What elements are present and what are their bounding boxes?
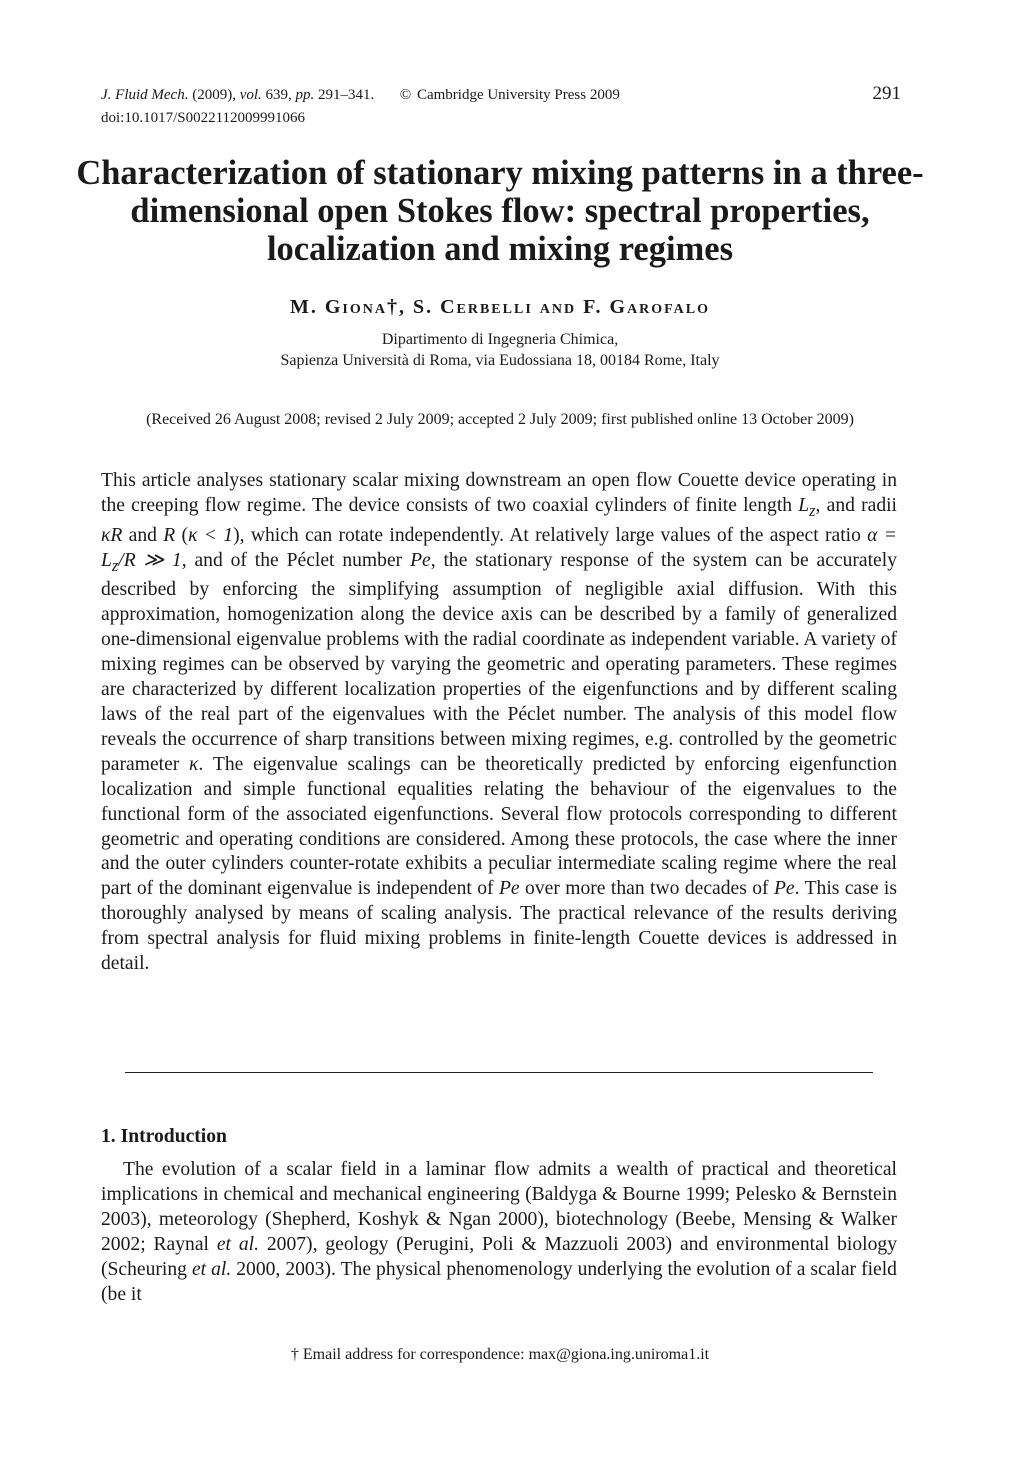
volume-label: vol. [239, 87, 262, 103]
et-al: et al. [191, 1259, 232, 1280]
footnote [0, 1346, 1000, 1364]
page-range: 291–341. [318, 87, 375, 103]
citation-line [101, 84, 901, 107]
author-cerbelli: S. Cerbelli [412, 296, 533, 318]
author-garofalo: F. Garofalo [583, 296, 711, 318]
section-number: 1. [101, 1126, 116, 1147]
dagger-icon: † [290, 1346, 299, 1363]
affiliation-address: Sapienza Università di Roma, via Eudossiana 18, 00184 Rome, Italy [280, 352, 720, 369]
et-al: et al. [216, 1234, 259, 1255]
volume-number: 639, [265, 87, 292, 103]
math-Pe: Pe [498, 878, 520, 900]
copyright-icon: © [399, 87, 412, 103]
footnote-text: Email address for correspondence: max@giona.ing.uniroma1.it [302, 1346, 710, 1363]
journal-header [101, 84, 901, 130]
math-kappa-lt-1: κ < 1 [188, 524, 234, 546]
author-conjunction: and [539, 296, 577, 318]
dagger-icon: † [386, 296, 399, 318]
math-Pe: Pe [773, 878, 795, 900]
math-Pe: Pe [410, 549, 431, 571]
pages-label: pp. [295, 87, 315, 103]
affiliation [0, 329, 1000, 371]
math-R: R [163, 524, 176, 546]
section-heading [101, 1126, 227, 1148]
math-Lz: $L_z$ [798, 494, 816, 520]
page-number: 291 [872, 83, 901, 104]
author-list: M. Giona†, S. Cerbelli and F. Garofalo [289, 296, 711, 318]
affiliation-department: Dipartimento di Ingegneria Chimica, [381, 331, 619, 348]
journal-name: J. Fluid Mech. [101, 87, 189, 103]
math-kappa-R: κR [101, 524, 123, 546]
doi: doi:10.1017/S0022112009991066 [101, 110, 306, 126]
paper-title: Characterization of stationary mixing patterns in a three-dimensional open Stokes flow: spectral properties, localization and mixing regimes [76, 154, 924, 268]
received-dates: (Received 26 August 2008; revised 2 July 2009; accepted 2 July 2009; first published online 13 October 2009) [146, 411, 854, 428]
abstract: This article analyses stationary scalar mixing downstream an open flow Couette device operating in the creeping flow regime. The device consists of two coaxial cylinders of finite length $L_z$, and radii κR and R (κ < 1), which can rotate independently. At relatively large values of the aspect ratio $\alpha = L_z/R$ ≫ 1, and of the Péclet number Pe, the stationary response of the system can be accurately described by enforcing the simplifying assumption of negligible axial diffusion. With this approximation, homogenization along the device axis can be described by a family of generalized one-dimensional eigenvalue problems with the radial coordinate as independent variable. A variety of mixing regimes can be observed by varying the geometric and operating parameters. These regimes are characterized by different localization properties of the eigenfunctions and by different scaling laws of the real part of the eigenvalues with the Péclet number. The analysis of this model flow reveals the occurrence of sharp transitions between mixing regimes, e.g. controlled by the geometric parameter κ. The eigenvalue scalings can be theoretically predicted by enforcing eigenfunction localization and simple functional equalities relating the behaviour of the eigenvalues to the functional form of the associated eigenfunctions. Several flow protocols corresponding to different geometric and operating conditions are considered. Among these protocols, the case where the inner and the outer cylinders counter-rotate exhibits a peculiar intermediate scaling regime where the real part of the dominant eigenvalue is independent of Pe over more than two decades of Pe. This case is thoroughly analysed by means of scaling analysis. The practical relevance of the results deriving from spectral analysis for fluid mixing problems in finite-length Couette devices is addressed in detail. [101, 470, 898, 975]
copyright-text: Cambridge University Press 2009 [416, 87, 620, 103]
abstract-divider [125, 1072, 873, 1073]
section-title: Introduction [120, 1126, 227, 1147]
author-giona: M. Giona [289, 296, 387, 318]
intro-paragraph: The evolution of a scalar field in a laminar flow admits a wealth of practical and theoretical implications in chemical and mechanical engineering (Baldyga & Bourne 1999; Pelesko & Bernstein 2003), meteorology (Shepherd, Koshyk & Ngan 2000), biotechnology (Beebe, Mensing & Walker 2002; Raynal et al. 2007), geology (Perugini, Poli & Mazzuoli 2003) and environmental biology (Scheuring et al. 2000, 2003). The physical phenomenology underlying the evolution of a scalar field (be it [101, 1159, 897, 1305]
journal-year: (2009), [192, 87, 236, 103]
math-aspect-ratio: $\alpha = L_z/R$ ≫ 1 [101, 524, 897, 575]
math-kappa: κ [188, 753, 199, 775]
